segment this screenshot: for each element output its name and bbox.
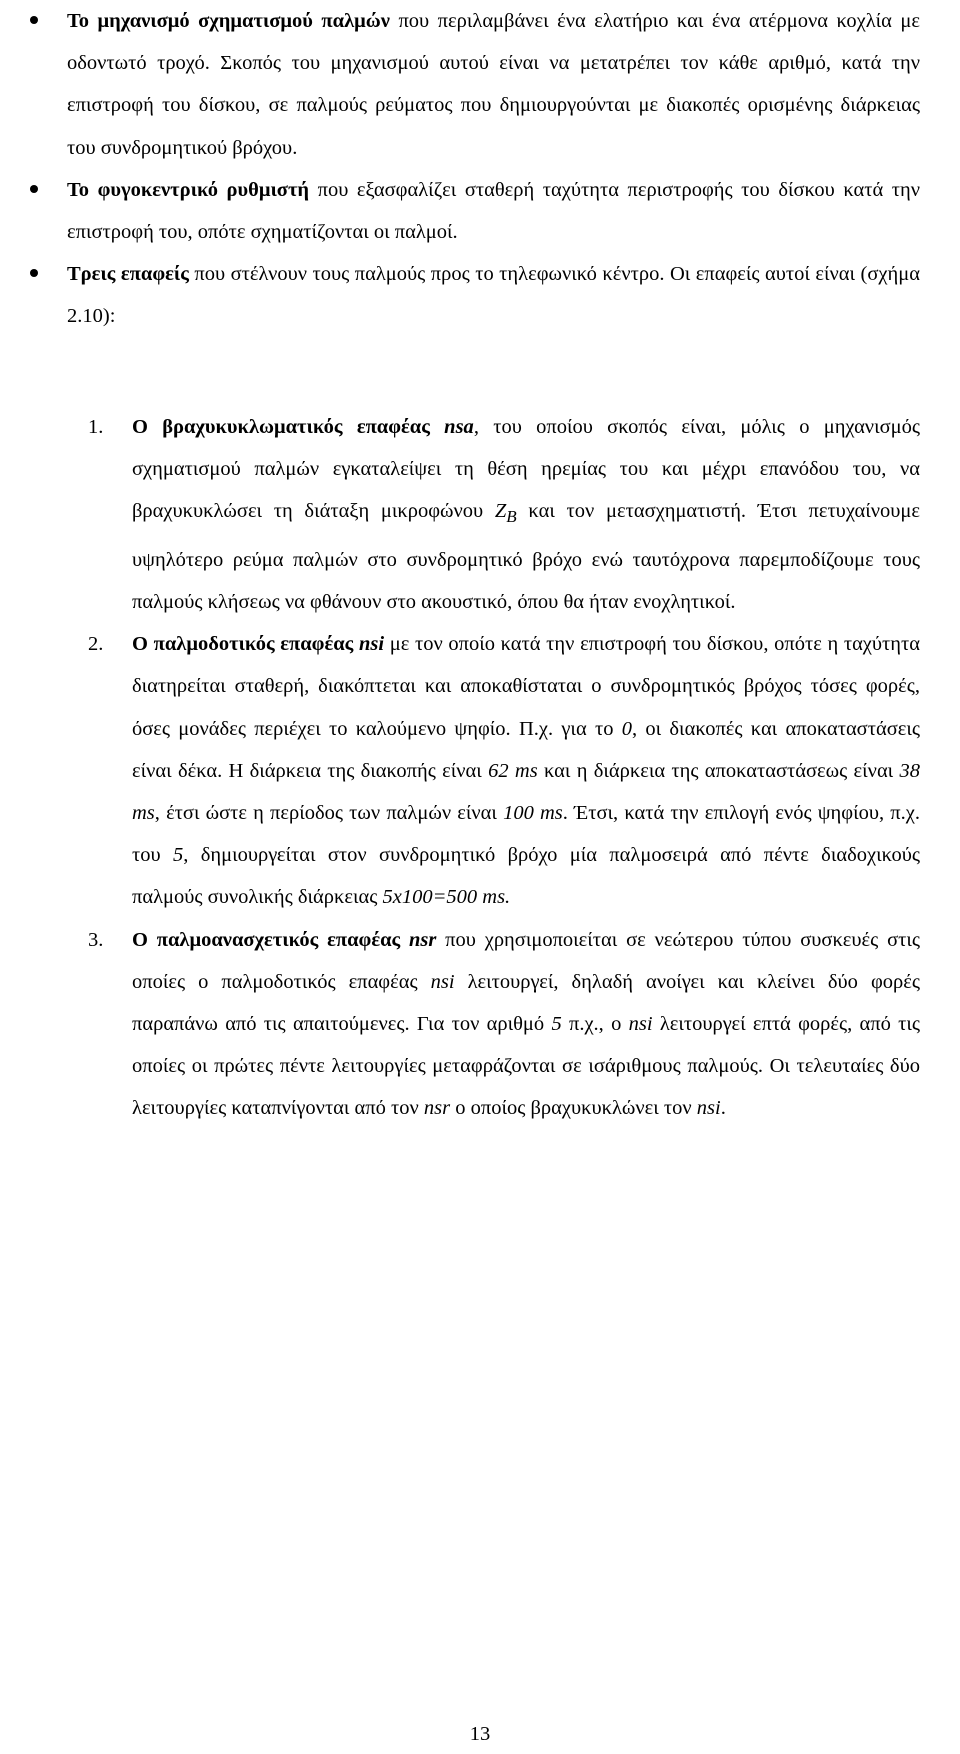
item-code: nsi	[358, 633, 385, 656]
bullet-text: που εξασφαλίζει σταθερή ταχύτητα περιστροφής του δίσκου κατά την επιστροφή του, οπότε σχηματίζονται οι παλμοί.	[67, 178, 921, 244]
item-text: . Έτσι, κατά την επιλογή ενός ψηφίου, π.χ. του	[132, 801, 920, 867]
list-item-shorting-contact-nsa	[88, 406, 921, 623]
item-text: και η διάρκεια της αποκαταστάσεως είναι	[537, 759, 900, 782]
contact-code: nsi	[696, 1097, 721, 1120]
item-text: , οι διακοπές και αποκαταστάσεις είναι δέκα. Η διάρκεια της διακοπής είναι	[132, 717, 921, 782]
total-duration: 5x100=500 ms.	[382, 886, 511, 909]
contact-code: nsi	[430, 970, 455, 993]
item-term: Ο παλμοανασχετικός επαφέας	[132, 928, 401, 951]
item-code: nsa	[444, 416, 474, 438]
bullet-text: που περιλαμβάνει ένα ελατήριο και ένα ατέρμονα κοχλία με οδοντωτό τροχό. Σκοπός του μηχανισμού αυτού είναι να μετατρέπει τον κάθε αριθμό, κατά την επιστροφή του δίσκου, σε παλμούς ρεύματος που δημιουργούνται με διακοπές ορισμένης διάρκειας του συνδρομητικού βρόχου.	[67, 10, 920, 159]
break-duration: 62 ms	[488, 759, 538, 782]
list-item-suppression-contact-nsr	[88, 919, 920, 1130]
page-number: 13	[469, 1723, 491, 1745]
item-text: λειτουργεί επτά φορές, από τις οποίες οι πρώτες πέντε λειτουργίες μεταφράζονται σε ισάριθμους παλμούς. Οι τελευταίες δύο λειτουργίες καταπνίγονται από τον	[132, 1012, 920, 1120]
pulse-period: 100 ms	[503, 801, 563, 824]
bullet-item-three-contacts	[40, 253, 920, 337]
item-text: που χρησιμοποιείται σε νεώτερου τύπου συσκευές στις οποίες ο παλμοδοτικός επαφέας	[132, 928, 920, 993]
item-text: ο οποίος βραχυκυκλώνει τον	[450, 1097, 697, 1120]
item-text: , δημιουργείται στον συνδρομητικό βρόχο μία παλμοσειρά από πέντε διαδοχικούς παλμούς συνολικής διάρκειας	[132, 844, 921, 909]
bullet-text: που στέλνουν τους παλμούς προς το τηλεφωνικό κέντρο. Οι επαφείς αυτοί είναι (σχήμα 2.10):	[67, 263, 920, 328]
contact-code: nsr	[423, 1097, 451, 1120]
item-text: , έτσι ώστε η περίοδος των παλμών είναι	[154, 801, 504, 824]
bullet-term: Το μηχανισμό σχηματισμού παλμών	[67, 10, 390, 32]
bullet-item-pulse-mechanism	[40, 0, 920, 169]
component-bullet-list	[40, 0, 920, 338]
make-duration: 38 ms	[132, 759, 920, 824]
digit-value: 5	[172, 844, 184, 867]
item-text: π.χ., ο	[561, 1012, 629, 1035]
item-number: 1.	[88, 416, 104, 438]
item-text: , του οποίου σκοπός είναι, μόλις ο μηχανισμός σχηματισμού παλμών εγκαταλείψει τη θέση ηρεμίας του και μέχρι επανόδου του, να βραχυκυκλώσει τη διάταξη μικροφώνου	[132, 416, 921, 523]
item-term: Ο βραχυκυκλωματικός επαφέας	[132, 416, 430, 438]
contact-code: nsi	[628, 1012, 653, 1035]
contacts-numbered-list	[88, 406, 921, 1130]
item-code: nsr	[408, 928, 437, 951]
symbol-sub-b: B	[506, 507, 517, 527]
bullet-term: Το φυγοκεντρικό ρυθμιστή	[67, 178, 310, 201]
digit-value: 5	[551, 1012, 562, 1035]
item-text: και τον μετασχηματιστή. Έτσι πετυχαίνουμε υψηλότερο ρεύμα παλμών στο συνδρομητικό βρόχο ενώ ταυτόχρονα παρεμποδίζουμε τους παλμούς κλήσεως να φθάνουν στο ακουστικό, όπου θα ήταν ενοχλητικοί.	[132, 500, 921, 613]
item-text: με τον οποίο κατά την επιστροφή του δίσκου, οπότε η ταχύτητα διατηρείται σταθερή, διακόπτεται και αποκαθίσταται ο συνδρομητικός βρόχος τόσες φορές, όσες μονάδες περιέχει το καλούμενο ψηφίο. Π.χ. για το	[132, 633, 920, 740]
item-number: 2.	[88, 633, 104, 656]
bullet-item-centrifugal-governor	[40, 169, 920, 253]
item-text: λειτουργεί, δηλαδή ανοίγει και κλείνει δύο φορές παραπάνω από τις απαιτούμενες. Για τον αριθμό	[132, 970, 920, 1035]
item-text: .	[720, 1097, 726, 1120]
list-item-pulsing-contact-nsi	[88, 623, 921, 918]
item-number: 3.	[88, 928, 104, 951]
microphone-symbol	[494, 500, 517, 527]
item-term: Ο παλμοδοτικός επαφέας	[132, 633, 354, 656]
bullet-term: Τρεις επαφείς	[67, 263, 189, 286]
symbol-z: Z	[494, 500, 507, 523]
digit-value: 0	[621, 717, 632, 740]
